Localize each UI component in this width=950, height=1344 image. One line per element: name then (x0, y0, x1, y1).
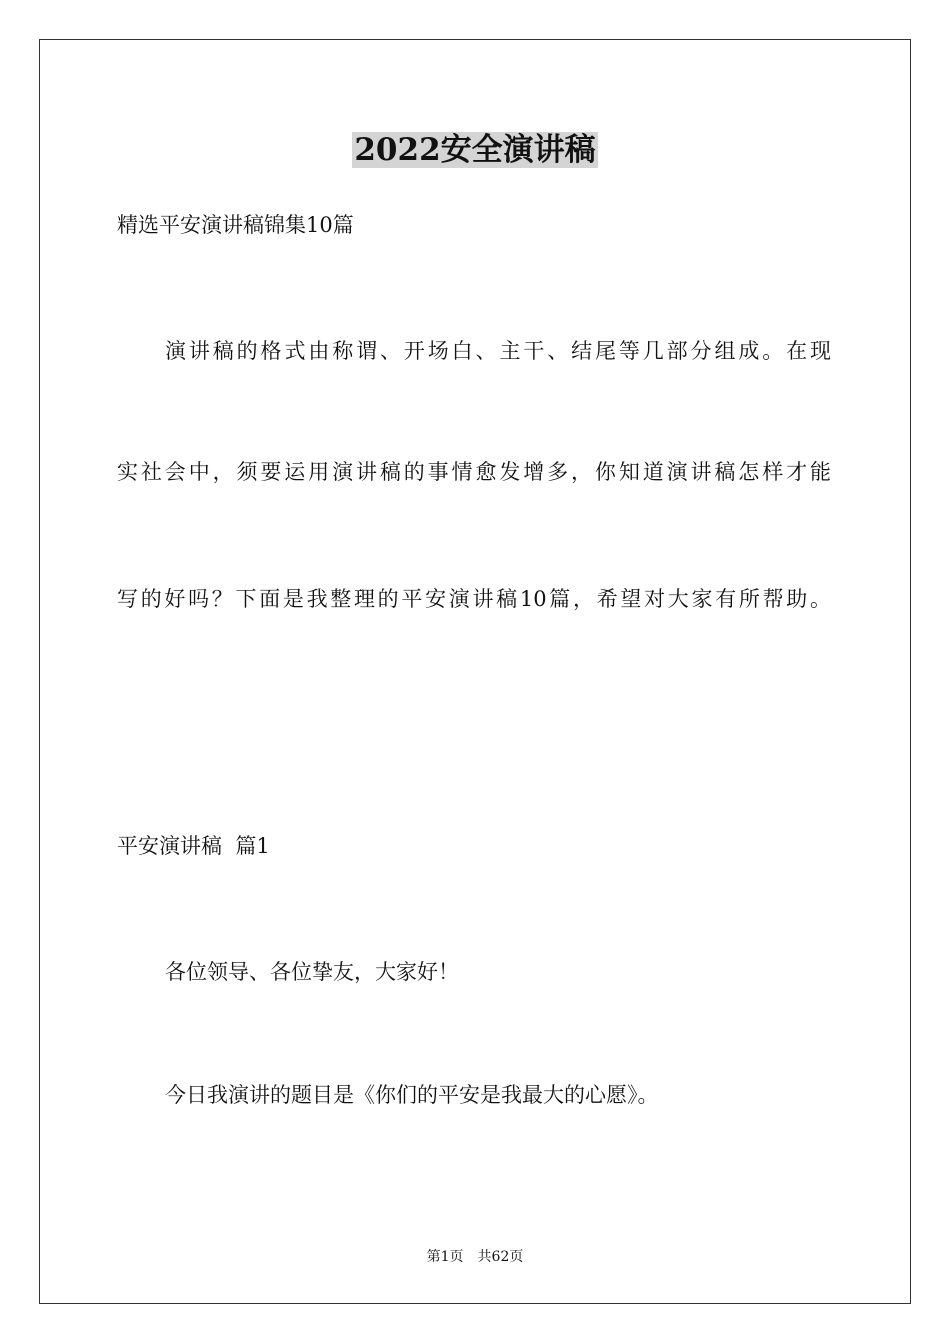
document-title (0, 128, 950, 172)
intro-paragraph-line-1: 演讲稿的格式由称谓、开场白、主干、结尾等几部分组成。在现 (165, 339, 831, 363)
intro-paragraph-line-3: 写的好吗？下面是我整理的平安演讲稿10篇，希望对大家有所帮助。 (117, 587, 831, 611)
total-pages: 共62页 (477, 1249, 524, 1265)
page-footer (0, 1247, 950, 1267)
document-subtitle: 精选平安演讲稿锦集10篇 (117, 213, 354, 237)
greeting-paragraph: 各位领导、各位挚友，大家好！ (165, 960, 459, 984)
intro-paragraph-line-2: 实社会中，须要运用演讲稿的事情愈发增多，你知道演讲稿怎样才能 (117, 460, 831, 484)
topic-paragraph: 今日我演讲的题目是《你们的平安是我最大的心愿》。 (165, 1083, 659, 1107)
page-number: 第1页 (426, 1249, 464, 1265)
section-heading: 平安演讲稿 篇1 (117, 834, 270, 858)
document-title-text: 2022安全演讲稿 (354, 132, 596, 168)
